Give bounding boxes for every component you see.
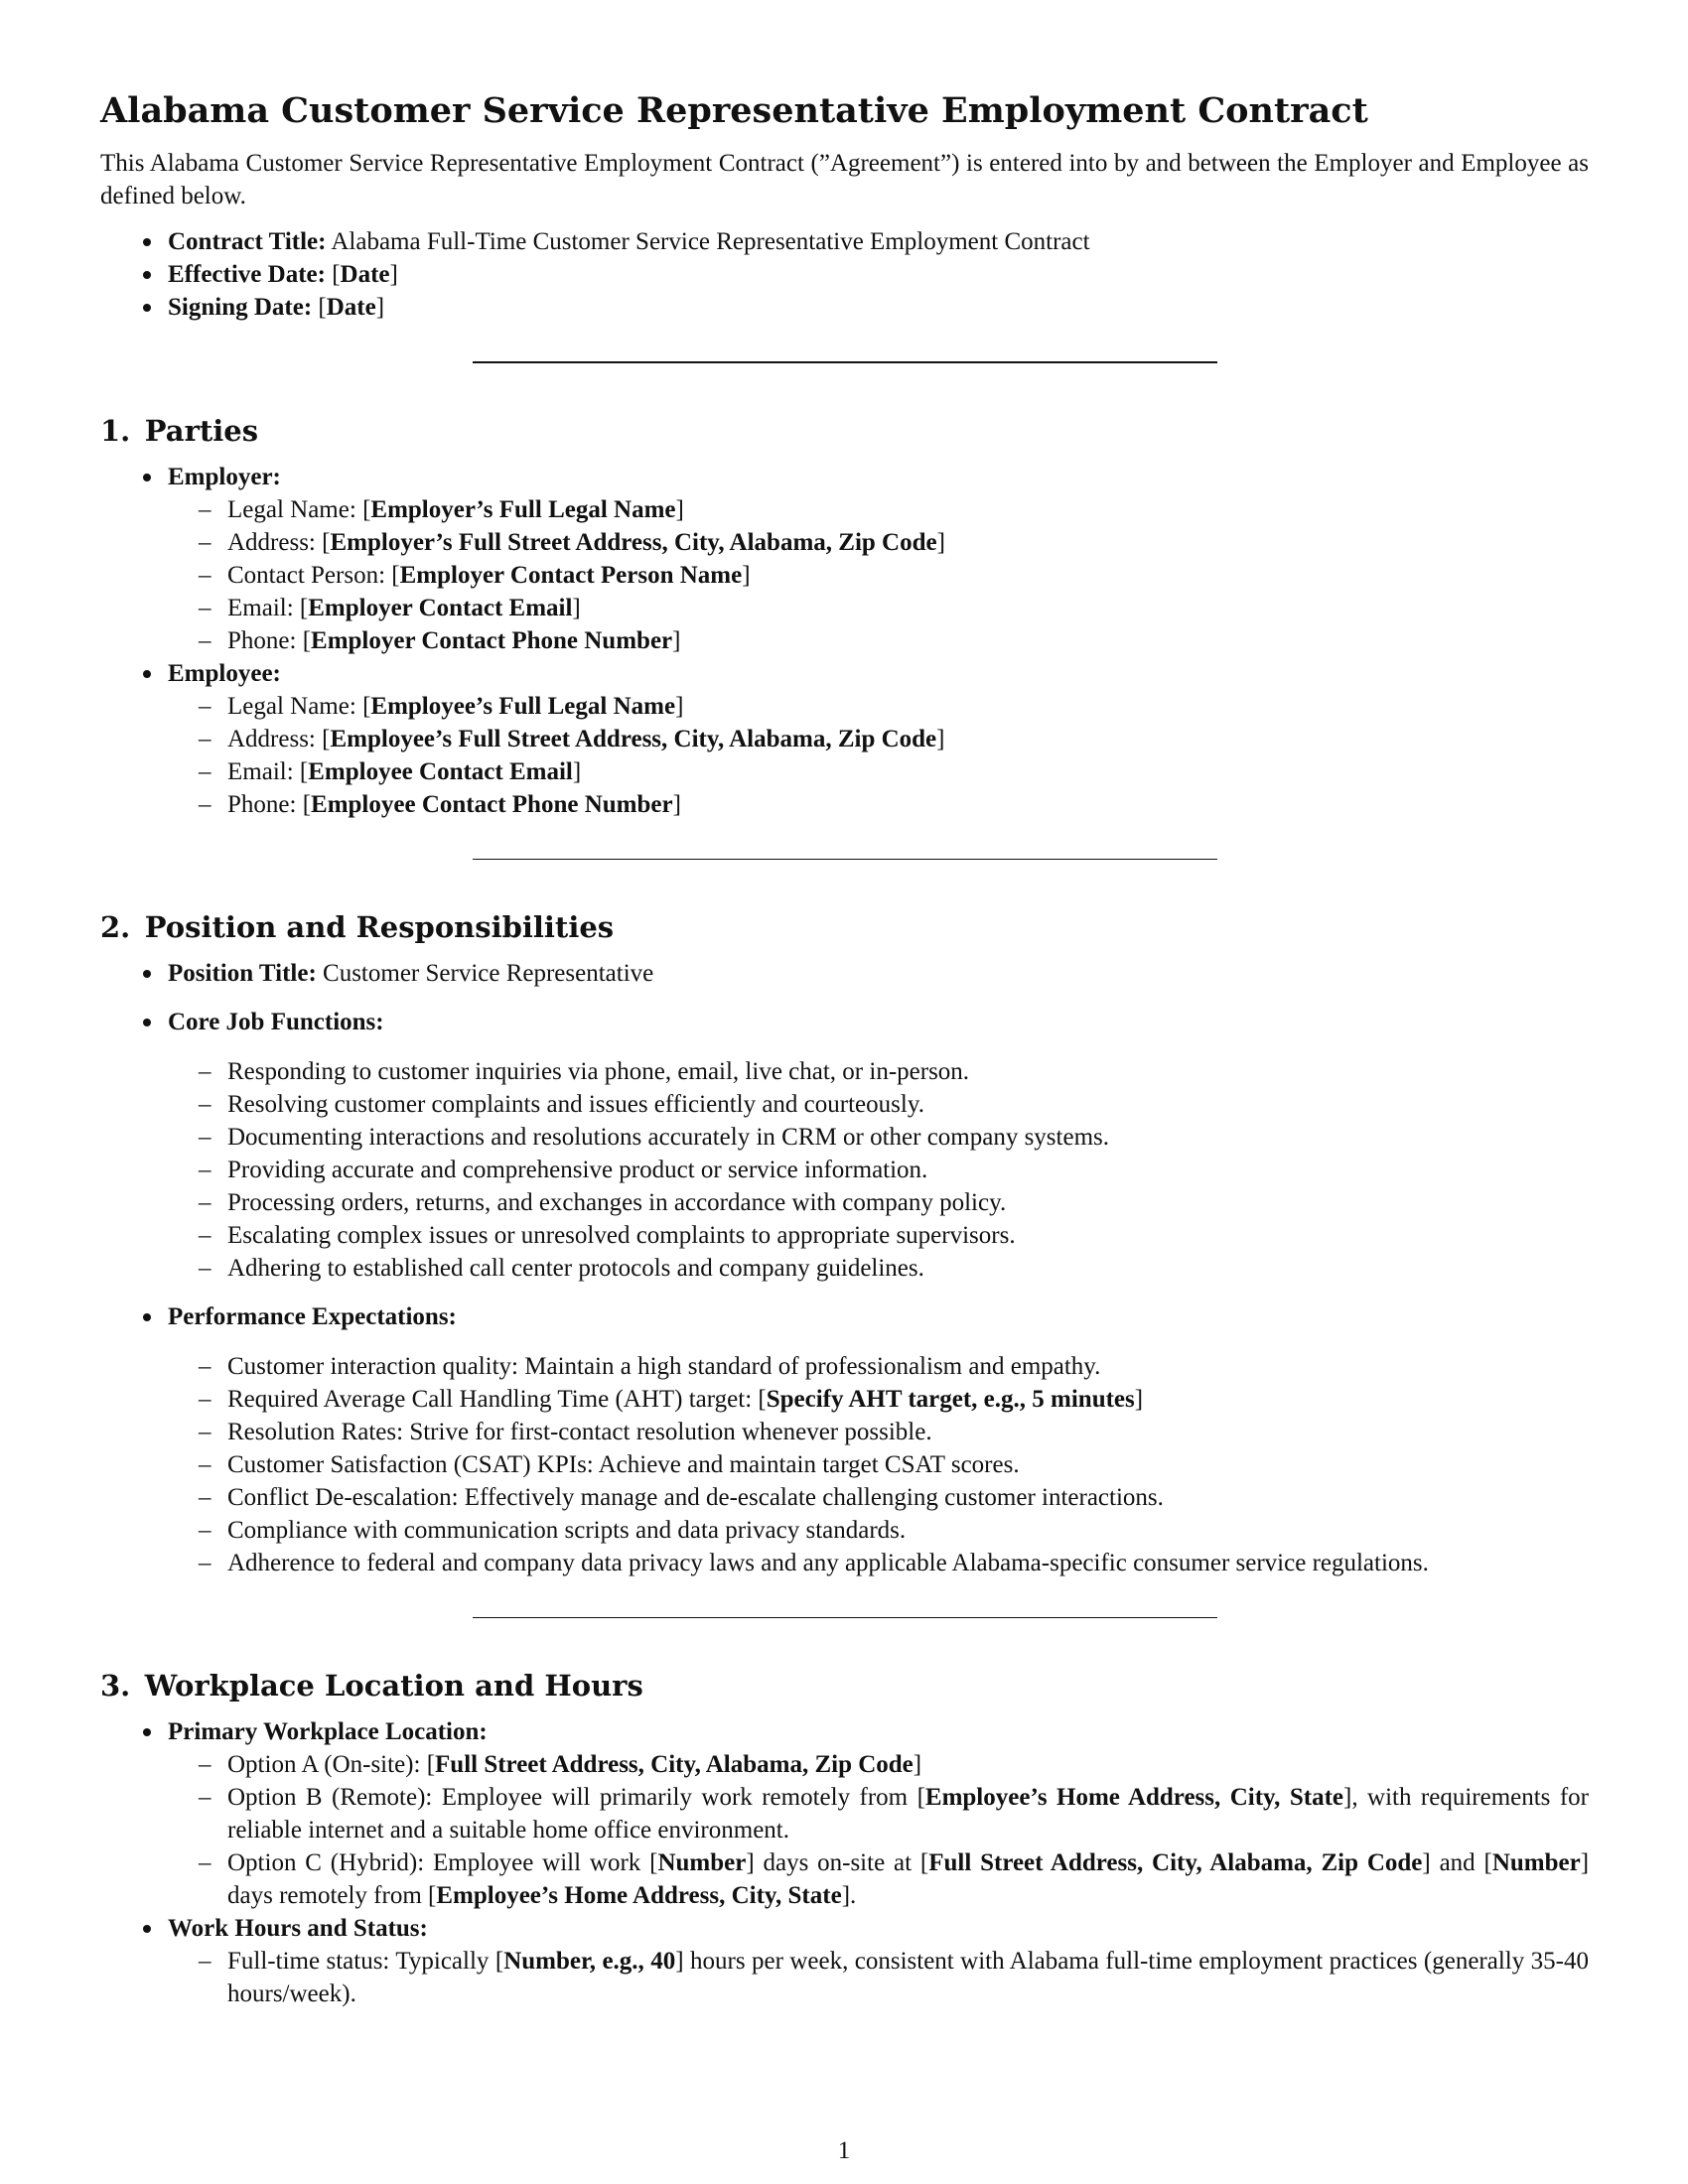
document-title: Alabama Customer Service Representative Employment Contract (100, 90, 1368, 131)
list-item: – Responding to customer inquiries via phone, email, live chat, or in-person. (100, 1055, 1589, 1088)
employer-address: – Address: [Employer’s Full Street Address, City, Alabama, Zip Code] (100, 526, 1589, 559)
list-item: – Required Average Call Handling Time (AHT) target: [Specify AHT target, e.g., 5 minutes] (100, 1383, 1589, 1416)
employer-legal-name: – Legal Name: [Employer’s Full Legal Name] (100, 493, 1589, 526)
section-2-heading: 2. Position and Responsibilities (100, 910, 615, 944)
employee-address: – Address: [Employee’s Full Street Address, City, Alabama, Zip Code] (100, 723, 1589, 755)
employee-label: Employee: (100, 657, 1589, 690)
employer-label: Employer: (100, 461, 1589, 493)
list-item: – Adhering to established call center protocols and company guidelines. (100, 1252, 1589, 1285)
page-number: 1 (837, 2137, 851, 2164)
meta-signing-date: Signing Date: [Date] (100, 291, 1589, 324)
position-title: Position Title: Customer Service Representative (100, 957, 1589, 990)
list-item: – Compliance with communication scripts and data privacy standards. (100, 1514, 1589, 1547)
meta-contract-title (100, 225, 1589, 258)
intro-paragraph: This Alabama Customer Service Representative Employment Contract (”Agreement”) is entered into by and between the Employer and Employee as defined below. (100, 150, 1589, 209)
option-a: – Option A (On-site): [Full Street Address, City, Alabama, Zip Code] (100, 1748, 1589, 1781)
core-functions-label: Core Job Functions: (100, 1006, 1589, 1038)
list-item: – Conflict De-escalation: Effectively manage and de-escalate challenging customer interactions. (100, 1481, 1589, 1514)
performance-list (100, 1350, 1589, 1579)
workplace-location-label: Primary Workplace Location: (100, 1715, 1589, 1748)
employer-contact: – Contact Person: [Employer Contact Person Name] (100, 559, 1589, 592)
list-item: – Customer Satisfaction (CSAT) KPIs: Achieve and maintain target CSAT scores. (100, 1448, 1589, 1481)
meta-list (100, 225, 1589, 324)
list-item: – Documenting interactions and resolutions accurately in CRM or other company systems. (100, 1121, 1589, 1154)
list-item: – Adherence to federal and company data privacy laws and any applicable Alabama-specific consumer service regulations. (100, 1547, 1589, 1579)
contract-page (100, 85, 1589, 2010)
full-time-status: – Full-time status: Typically [Number, e.g., 40] hours per week, consistent with Alabama full-time employment practices (generally 35-40 hours/week). (100, 1945, 1589, 2010)
section-1-heading: 1. Parties (100, 414, 259, 448)
meta-value: Date (340, 261, 390, 288)
list-item: – Providing accurate and comprehensive product or service information. (100, 1154, 1589, 1186)
employer-phone: – Phone: [Employer Contact Phone Number] (100, 624, 1589, 657)
meta-value: Date (326, 294, 376, 321)
list-item: – Escalating complex issues or unresolved complaints to appropriate supervisors. (100, 1219, 1589, 1252)
option-c: – Option C (Hybrid): Employee will work [Number] days on-site at [Full Street Address, City, Alabama, Zip Code] and [Number] days remotely from [Employee’s Home Address, City, State]. (100, 1846, 1589, 1912)
list-item: – Resolving customer complaints and issues efficiently and courteously. (100, 1088, 1589, 1121)
parties-list (100, 461, 1589, 821)
work-hours-label: Work Hours and Status: (100, 1912, 1589, 1945)
employee-email: – Email: [Employee Contact Email] (100, 755, 1589, 788)
section-3-heading: 3. Workplace Location and Hours (100, 1669, 643, 1703)
performance-label: Performance Expectations: (100, 1300, 1589, 1333)
meta-value: Alabama Full-Time Customer Service Representative Employment Contract (331, 228, 1090, 255)
list-item: – Resolution Rates: Strive for first-contact resolution whenever possible. (100, 1416, 1589, 1448)
employer-email: – Email: [Employer Contact Email] (100, 592, 1589, 624)
option-b: – Option B (Remote): Employee will primarily work remotely from [Employee’s Home Address, City, State], with requirements for reliable internet and a suitable home office environment. (100, 1781, 1589, 1846)
meta-label: Signing Date: (168, 294, 313, 321)
meta-label: Effective Date: (168, 261, 326, 288)
core-functions-list (100, 1055, 1589, 1285)
employee-legal-name: – Legal Name: [Employee’s Full Legal Name] (100, 690, 1589, 723)
meta-effective-date: Effective Date: [Date] (100, 258, 1589, 291)
employee-phone: – Phone: [Employee Contact Phone Number] (100, 788, 1589, 821)
meta-label: Contract Title: (168, 228, 327, 255)
list-item: – Processing orders, returns, and exchanges in accordance with company policy. (100, 1186, 1589, 1219)
list-item: – Customer interaction quality: Maintain a high standard of professionalism and empathy. (100, 1350, 1589, 1383)
